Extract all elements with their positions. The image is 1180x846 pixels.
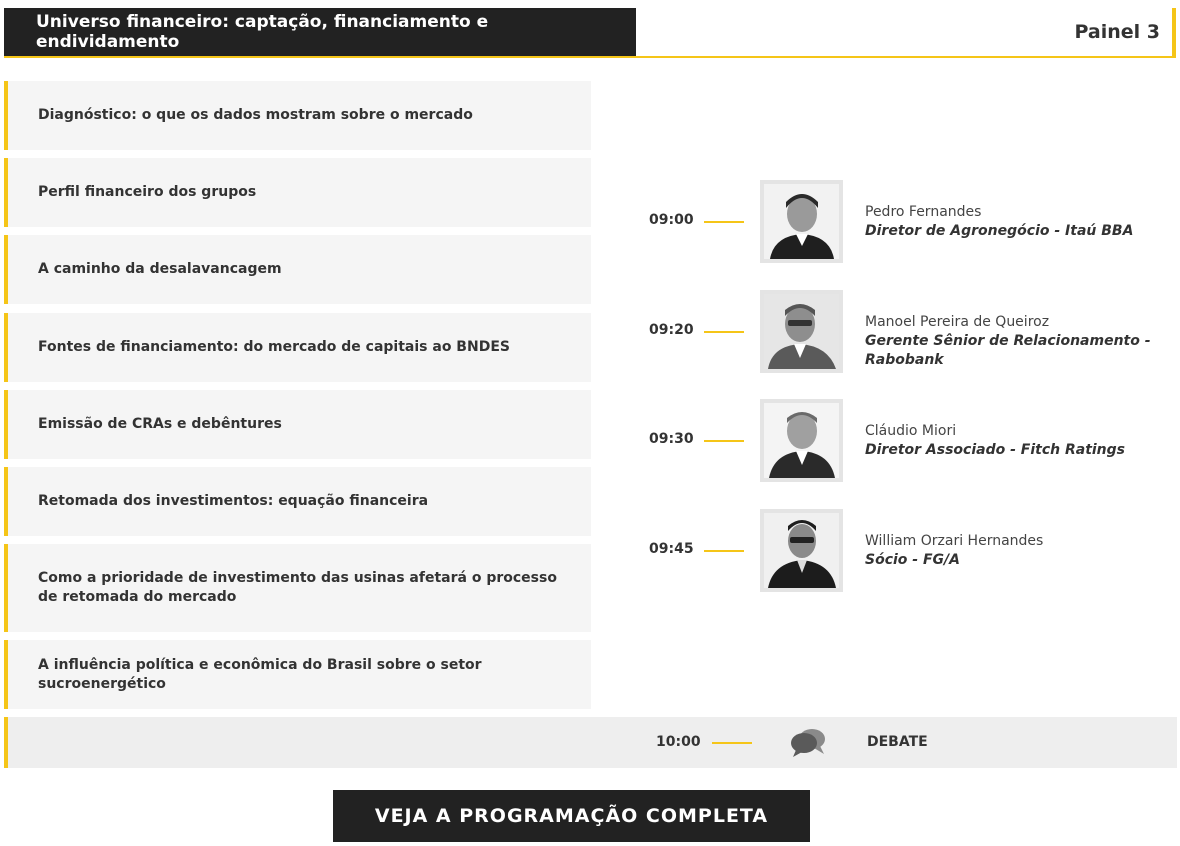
speaker-role: Diretor de Agronegócio - Itaú BBA bbox=[865, 223, 1134, 239]
speaker-info bbox=[865, 532, 1165, 570]
debate-time: 10:00 bbox=[656, 734, 701, 750]
speaker-row bbox=[0, 290, 1180, 374]
time-connector bbox=[704, 550, 744, 552]
person-silhouette-icon bbox=[764, 294, 839, 369]
speaker-photo bbox=[760, 399, 843, 482]
topic-item: Diagnóstico: o que os dados mostram sobre o mercado bbox=[4, 81, 591, 150]
speaker-row bbox=[0, 180, 1180, 264]
time-connector bbox=[704, 221, 744, 223]
speaker-info bbox=[865, 422, 1165, 460]
speaker-row bbox=[0, 399, 1180, 483]
topic-item: Retomada dos investimentos: equação financeira bbox=[4, 467, 591, 536]
speaker-photo bbox=[760, 180, 843, 263]
debate-row bbox=[4, 717, 1177, 768]
topic-item: A caminho da desalavancagem bbox=[4, 235, 591, 304]
topic-item: A influência política e econômica do Brasil sobre o setor sucroenergético bbox=[4, 640, 591, 709]
speaker-info bbox=[865, 203, 1165, 241]
full-program-button[interactable]: VEJA A PROGRAMAÇÃO COMPLETA bbox=[333, 790, 810, 842]
speaker-photo bbox=[760, 509, 843, 592]
topic-item: Como a prioridade de investimento das usinas afetará o processo de retomada do mercado bbox=[4, 544, 591, 632]
person-silhouette-icon bbox=[764, 184, 839, 259]
person-silhouette-icon bbox=[764, 513, 839, 588]
speaker-role: Diretor Associado - Fitch Ratings bbox=[865, 442, 1126, 458]
chat-bubbles-icon bbox=[790, 727, 826, 757]
time-connector bbox=[704, 331, 744, 333]
panel-number: Painel 3 bbox=[1074, 8, 1176, 56]
speaker-info bbox=[865, 313, 1165, 370]
speaker-name: William Orzari Hernandes bbox=[865, 533, 1044, 549]
speaker-role: Gerente Sênior de Relacionamento - Rabobank bbox=[865, 333, 1151, 368]
speaker-time: 09:00 bbox=[649, 212, 694, 228]
speaker-name: Cláudio Miori bbox=[865, 423, 957, 439]
panel-title: Universo financeiro: captação, financiamento e endividamento bbox=[4, 8, 636, 56]
speaker-time: 09:30 bbox=[649, 431, 694, 447]
panel-header bbox=[4, 8, 1176, 58]
debate-label: DEBATE bbox=[867, 734, 928, 750]
person-silhouette-icon bbox=[764, 403, 839, 478]
speaker-photo bbox=[760, 290, 843, 373]
speaker-name: Pedro Fernandes bbox=[865, 204, 982, 220]
topic-item: Perfil financeiro dos grupos bbox=[4, 158, 591, 227]
speaker-name: Manoel Pereira de Queiroz bbox=[865, 314, 1050, 330]
speaker-row bbox=[0, 509, 1180, 593]
speaker-time: 09:45 bbox=[649, 541, 694, 557]
topic-item: Fontes de financiamento: do mercado de capitais ao BNDES bbox=[4, 313, 591, 382]
speaker-time: 09:20 bbox=[649, 322, 694, 338]
time-connector bbox=[712, 742, 752, 744]
time-connector bbox=[704, 440, 744, 442]
speaker-role: Sócio - FG/A bbox=[865, 552, 960, 568]
topic-item: Emissão de CRAs e debêntures bbox=[4, 390, 591, 459]
